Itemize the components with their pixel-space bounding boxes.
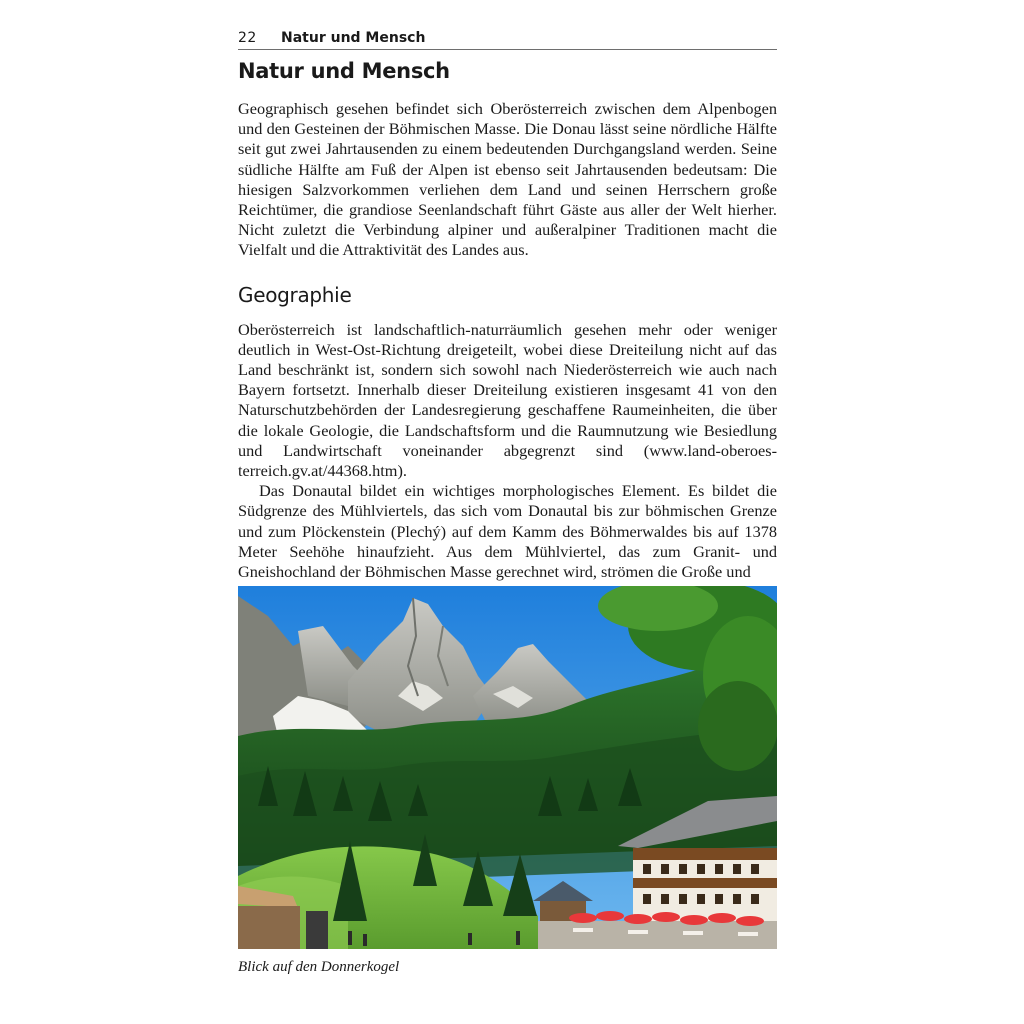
intro-text [238, 99, 777, 261]
section-paragraph-1: Oberösterreich ist landschaftlich-naturräumlich gesehen mehr oder weniger deutlich in West-Ost-Richtung dreigeteilt, wobei diese Dreiteilung nicht auf das Land beschränkt ist, sondern sich sowohl nach Niederösterreich wie auch nach Bayern fortsetzt. Innerhalb dieser Dreiteilung existieren insgesamt 41 von den Naturschutzbehörden der Landesregierung geschaffene Raumeinheiten, die über die lokale Geologie, die Landschaftsform und die Raumnutzung wie Besiedlung und Landwirtschaft voneinander abgegrenzt sind (www.land-oberoesterreich.gv.at/44368.htm). [238, 319, 777, 481]
landscape-illustration [238, 586, 777, 949]
book-page [238, 28, 777, 582]
running-title: Natur und Mensch [281, 30, 426, 46]
section-title: Geographie [238, 282, 352, 307]
photo-caption: Blick auf den Donnerkogel [238, 959, 400, 975]
section-text [238, 320, 777, 583]
running-head [238, 28, 777, 50]
section-paragraph-2: Das Donautal bildet ein wichtiges morphologisches Element. Es bildet die Südgrenze des Mühlviertels, das sich vom Donautal bis zur böhmischen Grenze und zum Plöckenstein (Plechý) auf dem Kamm des Böhmerwaldes bis auf 1378 Meter Seehöhe hinaufzieht. Aus dem Mühlviertel, das zum Granit- und Gneishochland der Böhmischen Masse gerechnet wird, strömen die Große und [238, 481, 777, 582]
page-number: 22 [238, 30, 257, 46]
chapter-title: Natur und Mensch [238, 59, 450, 83]
intro-paragraph: Geographisch gesehen befindet sich Oberösterreich zwischen dem Alpenbogen und den Gesteinen der Böhmischen Masse. Die Donau lässt seine nördliche Hälfte seit gut zwei Jahrtausenden zu einem bedeutenden Durchgangsland werden. Seine südliche Hälfte am Fuß der Alpen ist ebenso seit Jahrtausenden bedeutsam: Die hiesigen Salzvorkommen verliehen dem Land und seinen Herrschern große Reichtümer, die grandiose Seenlandschaft führt Gäste aus aller der Welt hierher. Nicht zuletzt die Verbindung alpiner und außeralpiner Traditionen macht die Vielfalt und die Attraktivität des Landes aus. [238, 99, 777, 260]
landscape-photo [238, 586, 777, 949]
